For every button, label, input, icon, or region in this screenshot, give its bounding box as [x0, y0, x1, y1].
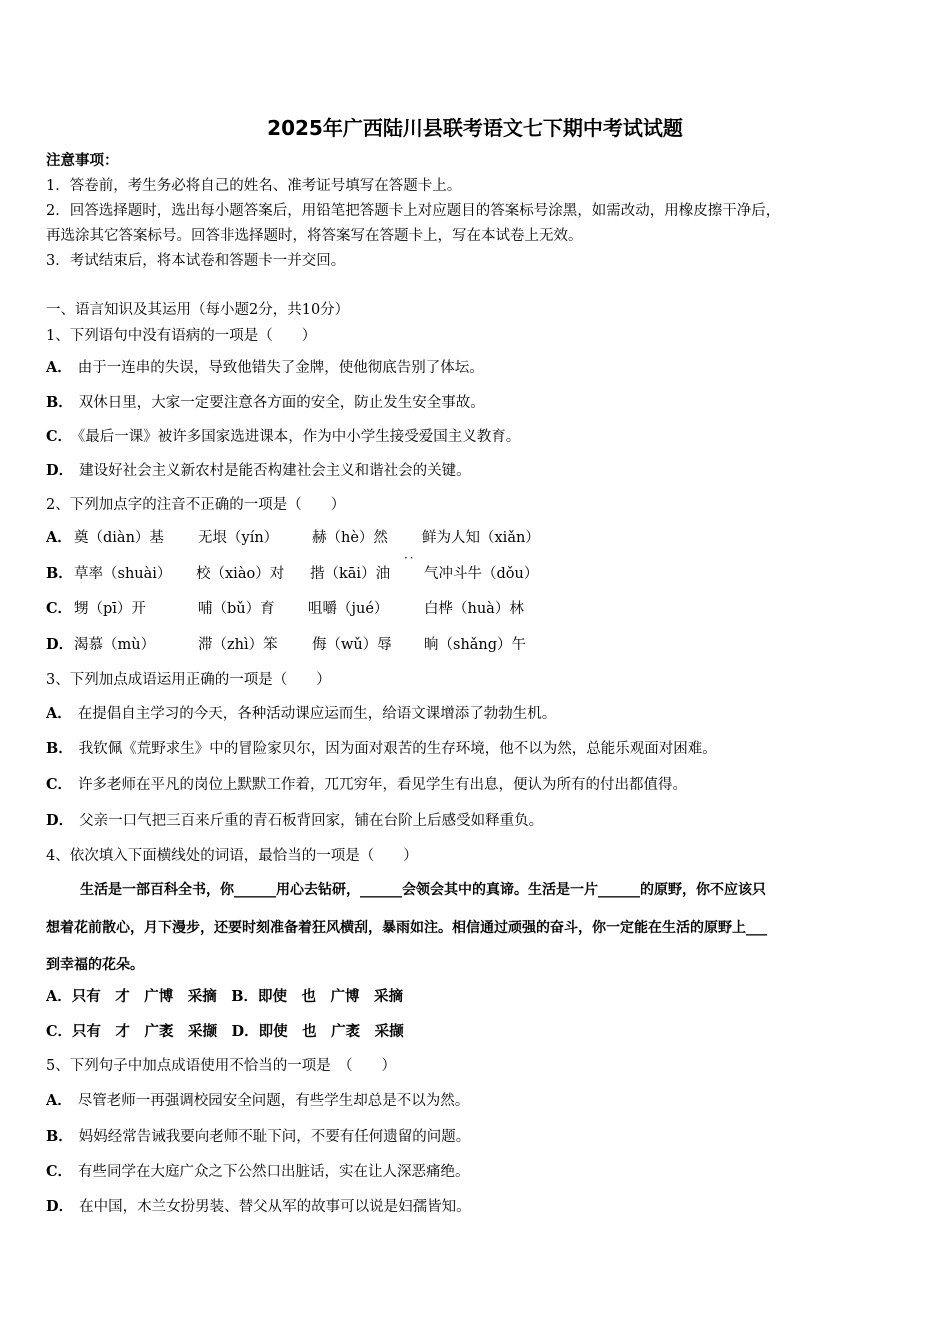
option-text: 尽管老师一再强调校园安全问题，有些学生却总是不以为然。	[77, 1093, 470, 1109]
emphasis-dots	[404, 528, 422, 548]
option-label: A．	[46, 1092, 72, 1109]
pinyin-cell: 咀嚼（jué）	[308, 601, 389, 617]
q5-option-b	[46, 1127, 470, 1147]
q5-option-d	[46, 1197, 471, 1217]
option-text: 建设好社会主义新农村是能否构建社会主义和谐社会的关键。	[79, 463, 471, 479]
pinyin-cell: 揩（kāi）油	[310, 566, 391, 582]
option-text: 有些同学在大庭广众之下公然口出脏话，实在让人深恶痛绝。	[78, 1164, 470, 1180]
q4-passage-line: 到幸福的花朵。	[46, 957, 144, 973]
notice-item: 再选涂其它答案标号。回答非选择题时，将答案写在答题卡上，写在本试卷上无效。	[46, 228, 583, 244]
option-label: D．	[46, 1198, 74, 1215]
option-text: 许多老师在平凡的岗位上默默工作着，兀兀穷年，看见学生有出息，便认为所有的付出都值得。	[78, 777, 688, 793]
option-label: A．	[46, 705, 72, 722]
pinyin-cell: 渴慕（mù）	[74, 637, 156, 653]
q2-option-a	[46, 528, 906, 550]
option-label: D．	[46, 636, 74, 653]
page-title: 2025年广西陆川县联考语文七下期中考试试题	[267, 116, 683, 140]
question-stem-1: 1、下列语句中没有语病的一项是（ ）	[46, 328, 317, 344]
q5-option-a	[46, 1091, 469, 1111]
option-label: C．	[46, 1163, 73, 1180]
notice-item: 1．答卷前，考生务必将自己的姓名、准考证号填写在答题卡上。	[46, 178, 462, 194]
q4-passage-line: 想着花前散心，月下漫步，还要时刻准备着狂风横刮，暴雨如注。相信通过顽强的奋斗，你一定能在生活的原野上___	[46, 920, 767, 936]
option-label: A．	[46, 529, 72, 546]
option-label: B．	[46, 565, 73, 582]
section-heading: 一、语言知识及其运用（每小题2分，共10分）	[46, 302, 350, 318]
q4-passage-line: 生活是一部百科全书，你______用心去钻研，______会领会其中的真谛。生活是一片______的原野，你不应该只	[80, 882, 766, 898]
option-label: C．	[46, 600, 73, 617]
option-label: B．	[46, 394, 73, 411]
notice-item: 2．回答选择题时，选出每小题答案后，用铅笔把答题卡上对应题目的答案标号涂黑，如需改动，用橡皮擦干净后，	[46, 203, 781, 219]
q4-options-row-2: C．只有 才 广袤 采撷 D．即使 也 广袤 采撷	[46, 1023, 404, 1040]
pinyin-cell: 滞（zhì）笨	[198, 637, 278, 653]
option-text: 我钦佩《荒野求生》中的冒险家贝尔，因为面对艰苦的生存环境，他不以为然，总能乐观面对困难。	[78, 741, 717, 757]
q5-option-c	[46, 1162, 470, 1182]
question-stem-4: 4、依次填入下面横线处的词语，最恰当的一项是（ ）	[46, 848, 418, 864]
option-text: 父亲一口气把三百来斤重的青石板背回家，铺在台阶上后感受如释重负。	[79, 813, 544, 829]
question-stem-5: 5、下列句子中加点成语使用不恰当的一项是 （ ）	[46, 1058, 396, 1074]
pinyin-cell: 哺（bǔ）育	[198, 601, 275, 617]
option-text: 由于一连串的失误，导致他错失了金牌，使他彻底告别了体坛。	[77, 360, 484, 376]
q3-option-a	[46, 704, 556, 724]
option-label: A．	[46, 359, 72, 376]
q2-option-c	[46, 599, 906, 621]
q1-option-d	[46, 461, 471, 481]
option-text: 双休日里，大家一定要注意各方面的安全，防止发生安全事故。	[78, 395, 485, 411]
option-text: 在提倡自主学习的今天，各种活动课应运而生，给语文课增添了勃勃生机。	[77, 706, 557, 722]
pinyin-cell: 无垠（yín）	[198, 530, 279, 546]
pinyin-cell: 校（xiào）对	[196, 566, 285, 582]
pinyin-cell: 甥（pī）开	[74, 601, 146, 617]
pinyin-cell: 气冲斗牛（dǒu）	[424, 566, 539, 582]
pinyin-cell: 侮（wǔ）辱	[312, 637, 392, 653]
question-stem-3: 3、下列加点成语运用正确的一项是（ ）	[46, 672, 331, 688]
q1-option-a	[46, 358, 484, 378]
option-label: C．	[46, 428, 73, 445]
pinyin-cell: 赫（hè）然	[312, 530, 388, 546]
notice-heading: 注意事项：	[46, 152, 119, 169]
option-label: D．	[46, 462, 74, 479]
option-label: B．	[46, 740, 73, 757]
q4-options-row-1: A．只有 才 广博 采摘 B．即使 也 广博 采摘	[46, 988, 404, 1005]
q3-option-b	[46, 739, 717, 759]
q1-option-b	[46, 393, 485, 413]
q2-option-d	[46, 635, 906, 657]
q1-option-c	[46, 427, 520, 447]
pinyin-cell: 鲜为人知（xiǎn）	[422, 530, 540, 546]
option-text: 妈妈经常告诫我要向老师不耻下问，不要有任何遗留的问题。	[78, 1129, 471, 1145]
option-label: C．	[46, 776, 73, 793]
pinyin-cell: 奠（diàn）基	[74, 530, 164, 546]
q3-option-c	[46, 775, 687, 795]
option-label: B．	[46, 1128, 73, 1145]
pinyin-cell: 晌（shǎng）午	[424, 637, 527, 653]
option-text: 在中国，木兰女扮男装、替父从军的故事可以说是妇孺皆知。	[79, 1199, 471, 1215]
pinyin-cell: 草率（shuài）	[74, 566, 172, 582]
q2-option-b	[46, 564, 906, 586]
option-text: 《最后一课》被许多国家选进课本，作为中小学生接受爱国主义教育。	[78, 429, 521, 445]
pinyin-cell: 白桦（huà）林	[424, 601, 524, 617]
question-stem-2: 2、下列加点字的注音不正确的一项是（ ）	[46, 497, 346, 513]
option-label: D．	[46, 812, 74, 829]
q3-option-d	[46, 811, 543, 831]
notice-item: 3．考试结束后，将本试卷和答题卡一并交回。	[46, 253, 346, 269]
